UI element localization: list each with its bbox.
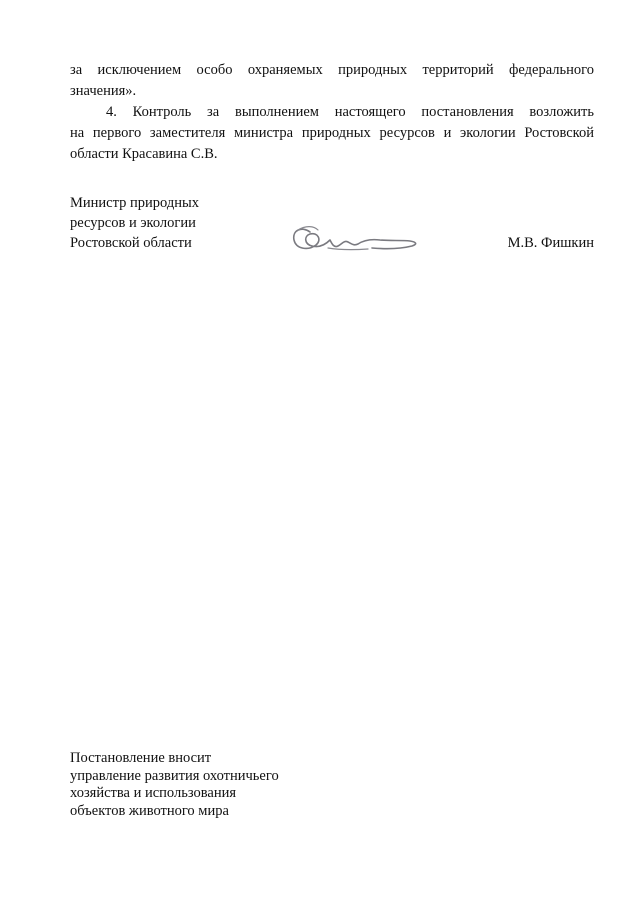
signatory-position — [70, 193, 199, 253]
signatory-position-line: ресурсов и экологии — [70, 215, 196, 231]
body-text-line: 4. Контроль за выполнением настоящего постановления возложить — [106, 104, 594, 120]
footer-line: Постановление вносит — [70, 750, 212, 766]
signatory-position-line: Ростовской области — [70, 235, 192, 251]
signatory-position-line: Министр природных — [70, 195, 199, 211]
footer-note — [70, 750, 279, 820]
body-text-line: за исключением особо охраняемых природных территорий федерального — [70, 62, 594, 78]
handwritten-signature — [288, 222, 424, 262]
signer-name: М.В. Фишкин — [507, 235, 594, 251]
footer-line: объектов животного мира — [70, 802, 229, 819]
footer-line: хозяйства и использования — [70, 785, 237, 801]
body-text-line: области Красавина С.В. — [70, 146, 218, 162]
footer-line: управление развития охотничьего — [70, 767, 279, 784]
body-text-line: значения». — [70, 83, 137, 99]
body-text-line: на первого заместителя министра природных ресурсов и экологии Ростовской — [70, 125, 594, 141]
